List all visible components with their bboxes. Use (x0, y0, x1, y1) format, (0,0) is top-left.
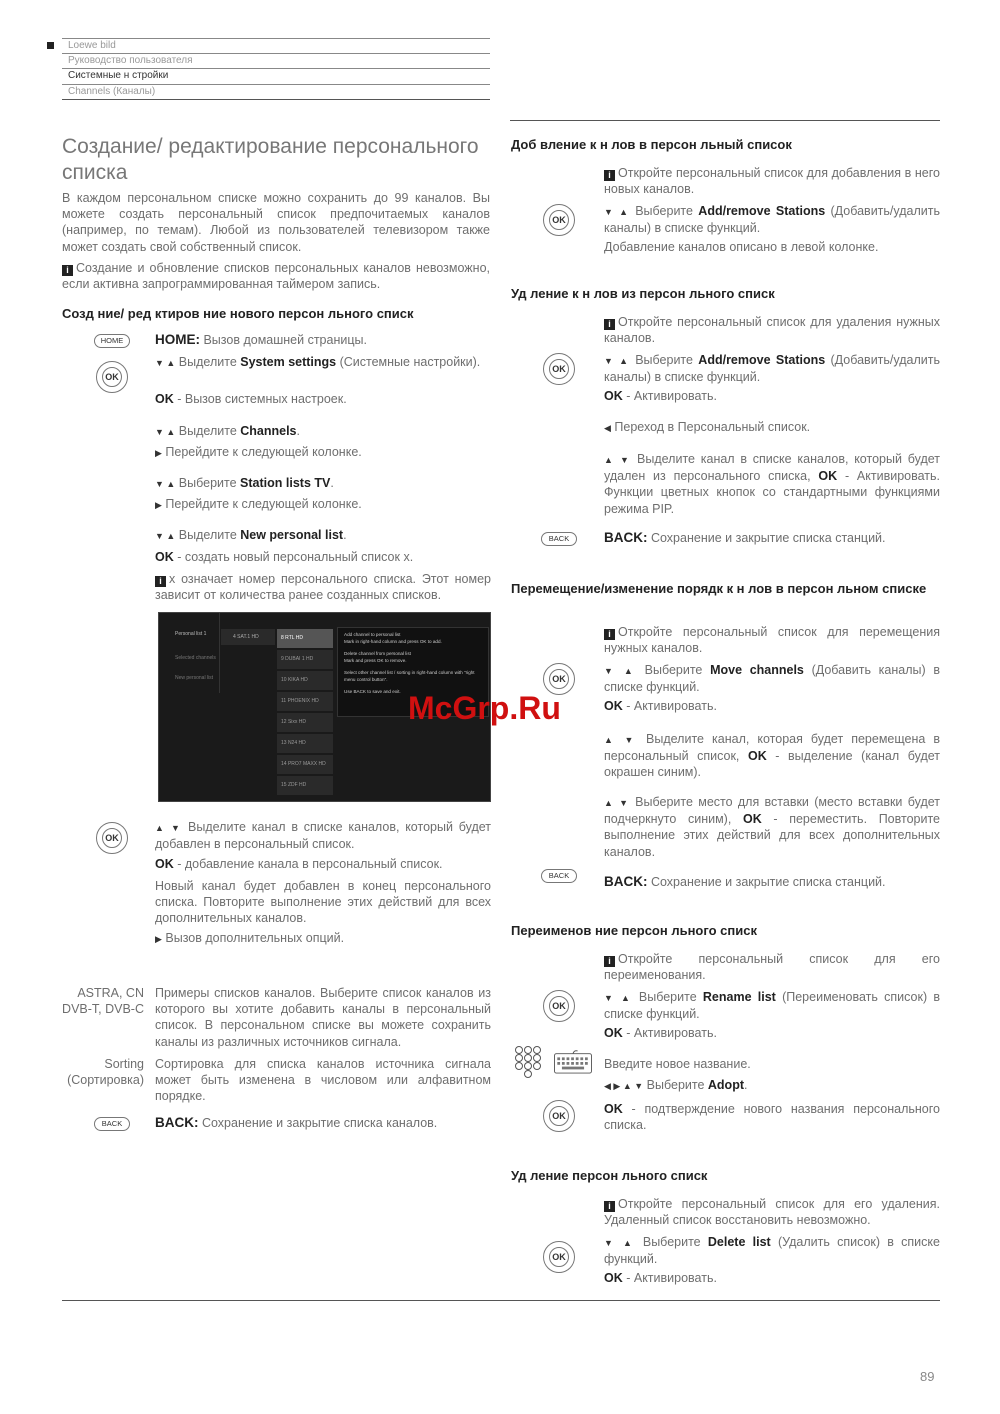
step-repeat: Новый канал будет добавлен в конец персонального списка. Повторите выполнение этих действий для всех дополнительных каналов. (155, 879, 491, 926)
breadcrumb-item: Loewe bild (62, 38, 490, 53)
page-number: 89 (920, 1369, 935, 1384)
info-icon: i (604, 629, 615, 640)
side-label-sorting: Sorting (Сортировка) (67, 1057, 144, 1088)
arrow-down-up-icon: ▼ ▲ (155, 531, 176, 541)
back-button-icon: BACK (541, 532, 577, 546)
step-ok: OK - Вызов системных настроек. (155, 392, 347, 406)
section-heading: Созд ние/ ред ктиров ние нового персон льного списк (62, 306, 414, 321)
ok-navigator-icon: OK (543, 204, 575, 236)
page-title: Создание/ редактирование персонального списка (62, 135, 479, 184)
breadcrumb-item: Системные н стройки (62, 68, 490, 83)
section-heading: Уд ление к н лов из персон льного списк (511, 286, 775, 301)
keyboard-icon (552, 1050, 594, 1074)
s4-enter-name: Введите новое название. (604, 1057, 751, 1071)
screenshot-menu-item: Selected channels (175, 655, 216, 661)
info-icon: i (604, 170, 615, 181)
s4-adopt: ◀ ▶ ▲ ▼ Выберите Adopt. (604, 1078, 748, 1092)
info-icon: i (604, 319, 615, 330)
section-heading: Переименов ние персон льного списк (511, 923, 757, 938)
arrow-down-up-icon: ▼ ▲ (155, 358, 176, 368)
s3-back: BACK: Сохранение и закрытие списка станций. (604, 874, 886, 889)
arrow-down-up-icon: ▼ ▲ (604, 666, 637, 676)
s5-select-delete: ▼ ▲ Выберите Delete list (Удалить список) в списке функций. (604, 1235, 940, 1267)
screenshot-channel: 12 Sixx HD (277, 713, 333, 732)
arrow-down-up-icon: ▼ ▲ (604, 993, 633, 1003)
arrow-all-directions-icon: ◀ ▶ ▲ ▼ (604, 1081, 644, 1091)
breadcrumb-divider (62, 99, 490, 100)
screenshot-menu-item: Personal list 1 (175, 631, 207, 637)
step-options: ▶ Вызов дополнительных опций. (155, 931, 345, 945)
s5-open-list: i Откройте персональный список для его удаления. Удаленный список восстановить невозможно. (604, 1197, 940, 1228)
info-icon: i (62, 265, 73, 276)
arrow-right-icon: ▶ (155, 448, 162, 458)
step-station-lists: ▼ ▲ Выберите Station lists TV. (155, 476, 334, 490)
arrow-down-up-icon: ▼ ▲ (604, 1238, 636, 1248)
screenshot-tip: Mark in right-hand column and press OK to add. (344, 638, 442, 644)
screenshot-channel: 4 SAT.1 HD (221, 629, 275, 645)
ok-navigator-icon: OK (96, 822, 128, 854)
back-button-icon: BACK (541, 869, 577, 883)
s4-select-rename: ▼ ▲ Выберите Rename list (Переименовать список) в списке функций. (604, 990, 940, 1022)
ok-navigator-icon: OK (543, 990, 575, 1022)
s1-open-list: i Откройте персональный список для добавления в него новых каналов. (604, 166, 940, 197)
step-channels: ▼ ▲ Выделите Channels. (155, 424, 300, 438)
s4-open-list: i Откройте персональный список для его переименования. (604, 952, 940, 983)
step-home: HOME: Вызов домашней страницы. (155, 332, 367, 347)
arrow-up-down-icon: ▲ ▼ (604, 798, 630, 808)
side-text-sources: Примеры списков каналов. Выберите список каналов из которого вы хотите добавить каналы в персональный список. В персональном списке вы можете сохранить каналы из различных источников сигнала. (155, 986, 491, 1049)
screenshot-channel: 14 PRO7 MAXX HD (277, 755, 333, 774)
step-select-channel: ▲ ▼ Выделите канал в списке каналов, который будет добавлен в персональный список. (155, 820, 491, 852)
screenshot-tip: Delete channel from personal list (344, 651, 411, 656)
section-heading: Перемещение/изменение порядк к н лов в персон льном списке (511, 581, 927, 596)
info-icon: i (604, 956, 615, 967)
arrow-down-up-icon: ▼ ▲ (604, 207, 630, 217)
s2-select-remove: ▼ ▲ Выберите Add/remove Stations (Добавить/удалить каналы) в списке функций. (604, 353, 940, 385)
arrow-right-icon: ▶ (155, 500, 162, 510)
s2-open-list: i Откройте персональный список для удаления нужных каналов. (604, 315, 940, 346)
step-system-settings: ▼ ▲ Выделите System settings (Системные настройки). (155, 355, 481, 369)
screenshot-tip: Add channel to personal list (344, 632, 401, 637)
step-new-personal-list: ▼ ▲ Выделите New personal list. (155, 528, 347, 542)
step-add-channel: OK - добавление канала в персональный список. (155, 857, 443, 871)
ok-navigator-icon: OK (96, 361, 128, 393)
screenshot-channel: 11 PHOENIX HD (277, 692, 333, 711)
bottom-divider (62, 1300, 940, 1301)
back-button-icon: BACK (94, 1117, 130, 1131)
step-next-column: ▶ Перейдите к следующей колонке. (155, 445, 362, 459)
screenshot-menu (173, 613, 220, 693)
s2-back: BACK: Сохранение и закрытие списка станций. (604, 530, 886, 545)
ok-navigator-icon: OK (543, 353, 575, 385)
step-back: BACK: Сохранение и закрытие списка каналов. (155, 1115, 438, 1130)
s2-goto-list: ◀ Переход в Персональный список. (604, 420, 811, 434)
s3-open-list: i Откройте персональный список для перемещения нужных каналов. (604, 625, 940, 656)
s2-activate: OK - Активировать. (604, 389, 717, 403)
screenshot-channel: 9 DUBAI 1 HD (277, 650, 333, 669)
numpad-icon (513, 1044, 547, 1078)
step-create-list: OK - создать новый персональный список x. (155, 550, 414, 564)
arrow-down-up-icon: ▼ ▲ (155, 427, 176, 437)
note-paragraph: i Создание и обновление списков персональных каналов невозможно, если активна запрограммированная таймером запись. (62, 261, 490, 292)
screenshot-menu-item: New personal list (175, 675, 214, 681)
top-divider (510, 120, 940, 121)
section-heading: Уд ление персон льного списк (511, 1168, 708, 1183)
s5-activate: OK - Активировать. (604, 1271, 717, 1285)
s1-select-add: ▼ ▲ Выберите Add/remove Stations (Добавить/удалить каналы) в списке функций. (604, 204, 940, 236)
watermark: McGrp.Ru (408, 690, 561, 726)
screenshot-tip: Use BACK to save and exit. (344, 689, 401, 694)
note-list-number: i x означает номер персонального списка. Этот номер зависит от количества ранее созданных списков. (155, 572, 491, 603)
s4-confirm: OK - подтверждение нового названия персонального списка. (604, 1102, 940, 1133)
arrow-up-down-icon: ▲ ▼ (604, 735, 638, 745)
section-heading: Доб вление к н лов в персон льный список (511, 137, 792, 152)
ok-navigator-icon: OK (543, 663, 575, 695)
arrow-down-up-icon: ▼ ▲ (155, 479, 176, 489)
breadcrumb-item: Channels (Каналы) (62, 84, 490, 99)
step-next-column: ▶ Перейдите к следующей колонке. (155, 497, 362, 511)
arrow-up-down-icon: ▲ ▼ (604, 455, 632, 465)
screenshot-tip: Select other channel list / sorting in right-hand column with "right menu control button". (344, 670, 475, 682)
home-button-icon: HOME (94, 334, 130, 348)
info-icon: i (155, 576, 166, 587)
breadcrumb-item: Руководство пользователя (62, 53, 490, 68)
info-icon: i (604, 1201, 615, 1212)
side-label-sources: ASTRA, CN DVB-T, DVB-C (62, 986, 144, 1017)
s3-activate: OK - Активировать. (604, 699, 717, 713)
screenshot-channel: 10 KIKA HD (277, 671, 333, 690)
screenshot-channel: 13 N24 HD (277, 734, 333, 753)
s1-description: Добавление каналов описано в левой колонке. (604, 240, 879, 254)
s3-select-position: ▲ ▼ Выберите место для вставки (место вставки будет подчеркнуто синим), OK - переместить. Повторите выполнение этих действий для всех дополнительных каналов. (604, 795, 941, 859)
s3-select-channel: ▲ ▼ Выделите канал, которая будет перемещена в персональный список, OK - выделение (канал будет окрашен синим). (604, 732, 941, 780)
side-text-sorting: Сортировка для списка каналов источника сигнала может быть изменена в числовом или алфавитном порядке. (155, 1057, 491, 1104)
arrow-down-up-icon: ▼ ▲ (604, 356, 630, 366)
arrow-up-down-icon: ▲ ▼ (155, 823, 183, 833)
screenshot-channel: 8 RTL HD (277, 629, 333, 648)
s2-select-channel: ▲ ▼ Выделите канал в списке каналов, который будет удален из персонального списка, OK - Активировать. Функции цветных кнопок со стандартными функциями режима PIP. (604, 452, 940, 516)
intro-paragraph: В каждом персональном списке можно сохранить до 99 каналов. Вы можете создать персональный список предпочитаемых каналов (например, по темам). Любой из пользователей телевизором также может создать свой собственный список. (62, 191, 490, 254)
s3-select-move: ▼ ▲ Выберите Move channels (Добавить каналы) в списке функций. (604, 663, 940, 695)
screenshot-channel: 15 ZDF HD (277, 776, 333, 795)
arrow-left-icon: ◀ (604, 423, 611, 433)
screenshot-tip: Mark and press OK to remove. (344, 657, 407, 663)
ok-navigator-icon: OK (543, 1100, 575, 1132)
s4-activate: OK - Активировать. (604, 1026, 717, 1040)
arrow-right-icon: ▶ (155, 934, 162, 944)
ok-navigator-icon: OK (543, 1241, 575, 1273)
screenshot-channel-list (277, 629, 333, 802)
breadcrumb-bullet-icon (47, 42, 54, 49)
